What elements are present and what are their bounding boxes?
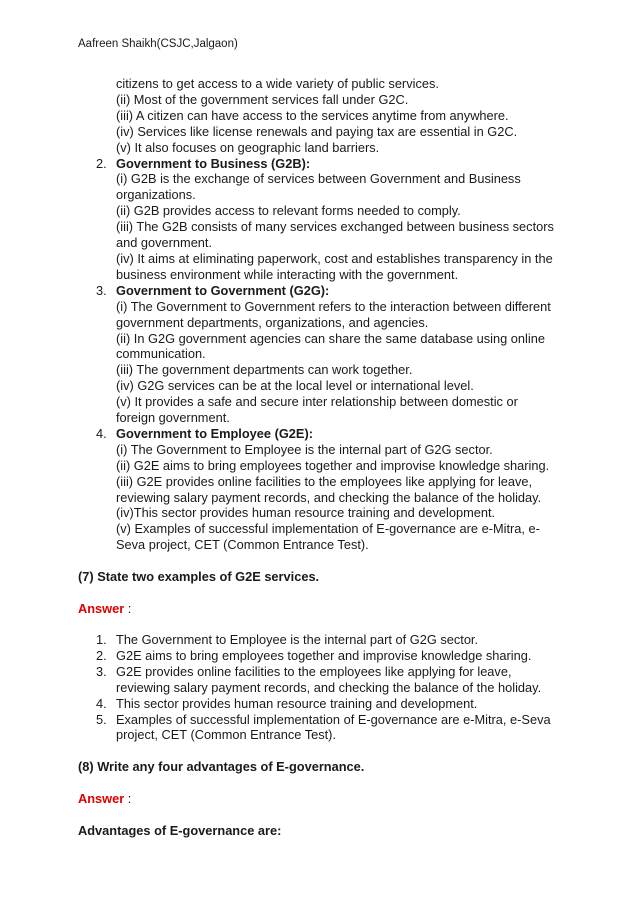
list-number: 2. xyxy=(96,647,107,663)
text-line: reviewing salary payment records, and checking the balance of the holiday. xyxy=(116,489,542,505)
text-line: (ii) Most of the government services fall under G2C. xyxy=(116,91,409,107)
text-line: (v) Examples of successful implementation of E-governance are e-Mitra, e- xyxy=(116,521,540,537)
list-number: 3. xyxy=(96,282,107,298)
text-line: organizations. xyxy=(116,187,196,203)
text-line: (iii) A citizen can have access to the services anytime from anywhere. xyxy=(116,107,509,123)
list-number: 4. xyxy=(96,695,107,711)
text-line: (i) The Government to Government refers to the interaction between different xyxy=(116,298,551,314)
answer-word: Answer xyxy=(78,601,125,617)
text-line: (ii) G2B provides access to relevant forms needed to comply. xyxy=(116,203,461,219)
text-line: This sector provides human resource training and development. xyxy=(116,695,478,711)
list-item xyxy=(78,664,568,696)
text-line: G2E provides online facilities to the employees like applying for leave, xyxy=(116,663,512,679)
text-line: communication. xyxy=(116,346,206,362)
text-line: business environment while interacting with the government. xyxy=(116,266,459,282)
text-line: (ii) G2E aims to bring employees together and improvise knowledge sharing. xyxy=(116,457,550,473)
list-number: 2. xyxy=(96,155,107,171)
text-line: project, CET (Common Entrance Test). xyxy=(116,727,336,743)
advantages-heading: Advantages of E-governance are: xyxy=(78,823,282,839)
text-line: and government. xyxy=(116,235,213,251)
text-line: reviewing salary payment records, and checking the balance of the holiday. xyxy=(116,679,542,695)
text-line: foreign government. xyxy=(116,410,230,426)
text-line: (iv) It aims at eliminating paperwork, cost and establishes transparency in the xyxy=(116,250,553,266)
answer-label xyxy=(78,791,568,807)
section-title: Government to Employee (G2E): xyxy=(116,425,313,441)
text-line: citizens to get access to a wide variety of public services. xyxy=(116,76,439,91)
text-line: government departments, organizations, and agencies. xyxy=(116,314,429,330)
text-line: (v) It also focuses on geographic land barriers. xyxy=(116,139,380,155)
list-item-g2b xyxy=(78,156,568,283)
question-7: (7) State two examples of G2E services. xyxy=(78,569,320,585)
section-title: Government to Government (G2G): xyxy=(116,282,330,298)
document-body xyxy=(78,76,568,839)
list-item xyxy=(78,712,568,744)
answer-label xyxy=(78,601,568,617)
text-line: Seva project, CET (Common Entrance Test). xyxy=(116,537,369,553)
text-line: (iv)This sector provides human resource training and development. xyxy=(116,505,496,521)
text-line: Examples of successful implementation of E-governance are e-Mitra, e-Seva xyxy=(116,711,551,727)
g2c-continued xyxy=(78,76,568,156)
list-item xyxy=(78,648,568,664)
text-line: (iv) Services like license renewals and paying tax are essential in G2C. xyxy=(116,123,518,139)
list-item xyxy=(78,632,568,648)
answer-colon: : xyxy=(124,791,132,807)
question-8: (8) Write any four advantages of E-governance. xyxy=(78,759,365,775)
list-number: 1. xyxy=(96,632,107,647)
text-line: (iii) The G2B consists of many services exchanged between business sectors xyxy=(116,219,554,235)
answer-colon: : xyxy=(124,601,132,617)
text-line: G2E aims to bring employees together and improvise knowledge sharing. xyxy=(116,647,532,663)
answer-list-q7 xyxy=(78,632,568,743)
text-line: (i) The Government to Employee is the internal part of G2G sector. xyxy=(116,441,493,457)
list-number: 5. xyxy=(96,711,107,727)
text-line: (iii) G2E provides online facilities to the employees like applying for leave, xyxy=(116,473,533,489)
text-line: (iv) G2G services can be at the local level or international level. xyxy=(116,378,474,394)
text-line: (iii) The government departments can work together. xyxy=(116,362,413,378)
text-line: (ii) In G2G government agencies can share the same database using online xyxy=(116,330,545,346)
list-item-g2g xyxy=(78,283,568,426)
answer-word: Answer xyxy=(78,791,125,807)
list-item-g2e xyxy=(78,426,568,553)
text-line: (i) G2B is the exchange of services between Government and Business xyxy=(116,171,521,187)
list-number: 4. xyxy=(96,425,107,441)
text-line: (v) It provides a safe and secure inter relationship between domestic or xyxy=(116,394,518,410)
list-number: 3. xyxy=(96,663,107,679)
section-title: Government to Business (G2B): xyxy=(116,155,311,171)
page-header: Aafreen Shaikh(CSJC,Jalgaon) xyxy=(78,38,238,50)
text-line: The Government to Employee is the internal part of G2G sector. xyxy=(116,632,479,647)
list-item xyxy=(78,696,568,712)
